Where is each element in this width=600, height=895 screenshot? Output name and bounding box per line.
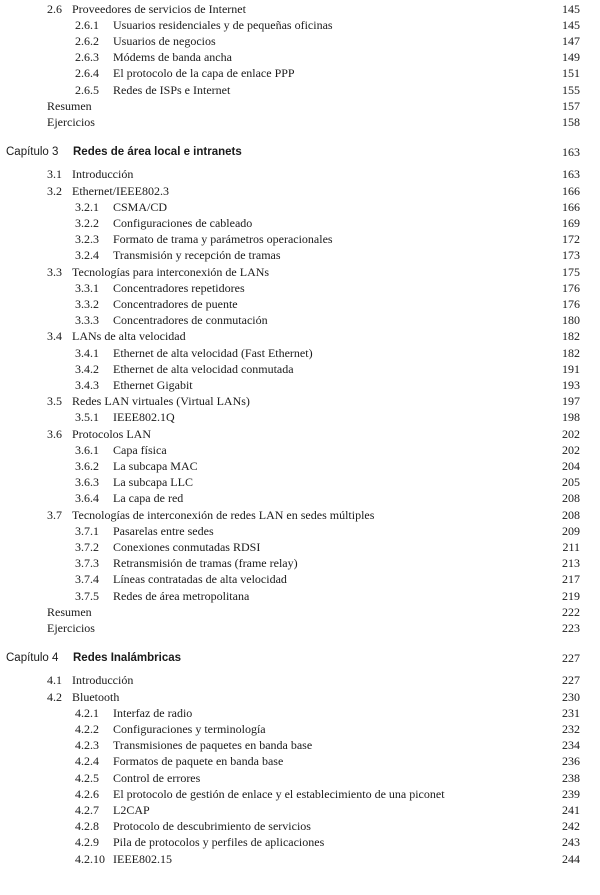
page-number: 197 xyxy=(562,394,580,409)
page-number: 169 xyxy=(562,215,580,230)
toc-entry xyxy=(0,426,600,442)
page-number: 232 xyxy=(562,721,580,736)
toc-entry xyxy=(0,604,600,620)
entry-title: Líneas contratadas de alta velocidad xyxy=(113,572,287,587)
chapter-number: Capítulo 4 xyxy=(6,652,59,665)
section-number: 3.6.3 xyxy=(75,475,99,490)
toc-entry xyxy=(0,183,600,199)
entry-title: Proveedores de servicios de Internet xyxy=(72,1,246,16)
section-number: 3.2.1 xyxy=(75,199,99,214)
section-number: 3.7.5 xyxy=(75,588,99,603)
page-number: 182 xyxy=(562,329,580,344)
section-number: 4.2.5 xyxy=(75,770,99,785)
entry-title: Capa física xyxy=(113,442,167,457)
page-number: 145 xyxy=(562,17,580,32)
section-number: 3.7.2 xyxy=(75,539,99,554)
toc-entry xyxy=(0,345,600,361)
entry-title: Bluetooth xyxy=(72,689,120,704)
entry-title: Resumen xyxy=(47,604,92,619)
section-number: 4.2.4 xyxy=(75,754,99,769)
toc-entry xyxy=(0,571,600,587)
section-number: 4.2.8 xyxy=(75,819,99,834)
chapter-title: Redes de área local e intranets xyxy=(73,146,242,159)
entry-title: Configuraciones de cableado xyxy=(113,215,253,230)
section-number: 4.1 xyxy=(47,673,62,688)
entry-title: IEEE802.1Q xyxy=(113,410,175,425)
chapter-title: Redes Inalámbricas xyxy=(73,652,182,665)
page-number: 198 xyxy=(562,410,580,425)
toc-entry xyxy=(0,231,600,247)
section-number: 3.2.4 xyxy=(75,248,99,263)
page-number: 176 xyxy=(562,280,580,295)
section-number: 3.7 xyxy=(47,507,62,522)
toc-entry xyxy=(0,786,600,802)
section-number: 3.4.3 xyxy=(75,377,99,392)
entry-title: Tecnologías para interconexión de LANs xyxy=(72,264,270,279)
section-number: 3.2.3 xyxy=(75,232,99,247)
toc-entry xyxy=(0,555,600,571)
page-number: 242 xyxy=(562,819,580,834)
page-number: 193 xyxy=(562,377,580,392)
page-number: 163 xyxy=(562,145,580,160)
toc-entry xyxy=(0,280,600,296)
entry-title: Redes de área metropolitana xyxy=(113,588,250,603)
section-number: 4.2.9 xyxy=(75,835,99,850)
entry-title: Ethernet de alta velocidad conmutada xyxy=(113,361,294,376)
toc-entry xyxy=(0,458,600,474)
page-number: 234 xyxy=(562,738,580,753)
toc-entry xyxy=(0,328,600,344)
section-number: 3.3 xyxy=(47,264,62,279)
page-number: 173 xyxy=(562,248,580,263)
entry-title: La subcapa MAC xyxy=(113,458,198,473)
entry-title: Introducción xyxy=(72,673,134,688)
section-number: 3.5.1 xyxy=(75,410,99,425)
toc-entry xyxy=(0,802,600,818)
toc-entry xyxy=(0,98,600,114)
entry-title: Transmisiones de paquetes en banda base xyxy=(113,738,313,753)
page-number: 182 xyxy=(562,345,580,360)
section-number: 3.3.1 xyxy=(75,280,99,295)
page-number: 180 xyxy=(562,313,580,328)
toc-entry xyxy=(0,672,600,688)
section-number: 3.6 xyxy=(47,426,62,441)
page-number: 223 xyxy=(562,620,580,635)
entry-title: LANs de alta velocidad xyxy=(72,329,186,344)
toc-entry xyxy=(0,1,600,17)
section-number: 3.5 xyxy=(47,394,62,409)
toc-entry xyxy=(0,507,600,523)
entry-title: Pasarelas entre sedes xyxy=(113,523,214,538)
page-number: 176 xyxy=(562,296,580,311)
entry-title: Concentradores de puente xyxy=(113,296,238,311)
page-number: 211 xyxy=(562,539,580,554)
entry-title: Resumen xyxy=(47,98,92,113)
toc-entry xyxy=(0,264,600,280)
section-number: 3.4 xyxy=(47,329,62,344)
page-number: 243 xyxy=(562,835,580,850)
page-number: 217 xyxy=(562,572,580,587)
section-number: 3.1 xyxy=(47,167,62,182)
section-number: 4.2.3 xyxy=(75,738,99,753)
toc-entry xyxy=(0,199,600,215)
page-number: 202 xyxy=(562,442,580,457)
page-number: 238 xyxy=(562,770,580,785)
toc-entry xyxy=(0,296,600,312)
page-number: 163 xyxy=(562,167,580,182)
section-number: 4.2 xyxy=(47,689,62,704)
entry-title: Protocolo de descubrimiento de servicios xyxy=(113,819,311,834)
entry-title: Redes LAN virtuales (Virtual LANs) xyxy=(72,394,250,409)
page-number: 209 xyxy=(562,523,580,538)
page-number: 172 xyxy=(562,232,580,247)
section-number: 4.2.6 xyxy=(75,786,99,801)
entry-title: La capa de red xyxy=(113,491,184,506)
section-number: 3.7.4 xyxy=(75,572,99,587)
toc-entry xyxy=(0,753,600,769)
toc-entry xyxy=(0,65,600,81)
toc-entry xyxy=(0,442,600,458)
page-number: 155 xyxy=(562,82,580,97)
entry-title: Protocolos LAN xyxy=(72,426,151,441)
entry-title: Ejercicios xyxy=(47,620,95,635)
entry-title: Ethernet Gigabit xyxy=(113,377,193,392)
section-number: 4.2.10 xyxy=(75,851,105,866)
section-number: 3.4.2 xyxy=(75,361,99,376)
toc-entry xyxy=(0,393,600,409)
section-number: 3.3.2 xyxy=(75,296,99,311)
page-number: 231 xyxy=(562,705,580,720)
chapter-heading xyxy=(0,144,600,160)
toc-entry xyxy=(0,166,600,182)
toc-entry xyxy=(0,33,600,49)
section-number: 4.2.1 xyxy=(75,705,99,720)
toc-entry xyxy=(0,620,600,636)
toc-entry xyxy=(0,361,600,377)
entry-title: Configuraciones y terminología xyxy=(113,721,266,736)
page-number: 175 xyxy=(562,264,580,279)
entry-title: Módems de banda ancha xyxy=(113,50,232,65)
page-number: 208 xyxy=(562,491,580,506)
section-number: 3.7.3 xyxy=(75,556,99,571)
toc-entry xyxy=(0,689,600,705)
toc-entry xyxy=(0,247,600,263)
page-number: 222 xyxy=(562,604,580,619)
page-number: 204 xyxy=(562,458,580,473)
chapter-number: Capítulo 3 xyxy=(6,146,59,159)
section-number: 3.6.2 xyxy=(75,458,99,473)
toc-entry xyxy=(0,539,600,555)
entry-title: Conexiones conmutadas RDSI xyxy=(113,539,261,554)
toc-entry xyxy=(0,737,600,753)
page-number: 202 xyxy=(562,426,580,441)
entry-title: Introducción xyxy=(72,167,134,182)
page-number: 241 xyxy=(562,802,580,817)
page-number: 205 xyxy=(562,475,580,490)
toc-entry xyxy=(0,474,600,490)
page-number: 157 xyxy=(562,98,580,113)
toc-entry xyxy=(0,17,600,33)
entry-title: La subcapa LLC xyxy=(113,475,193,490)
toc-entry xyxy=(0,377,600,393)
toc-entry xyxy=(0,770,600,786)
entry-title: Ethernet de alta velocidad (Fast Ethernet) xyxy=(113,345,313,360)
entry-title: Formato de trama y parámetros operacionales xyxy=(113,232,333,247)
page-number: 208 xyxy=(562,507,580,522)
section-number: 2.6.1 xyxy=(75,17,99,32)
toc-entry xyxy=(0,818,600,834)
entry-title: Formatos de paquete en banda base xyxy=(113,754,284,769)
section-number: 4.2.7 xyxy=(75,802,99,817)
page-number: 191 xyxy=(562,361,580,376)
entry-title: Control de errores xyxy=(113,770,201,785)
entry-title: Ejercicios xyxy=(47,114,95,129)
toc-entry xyxy=(0,490,600,506)
page-number: 213 xyxy=(562,556,580,571)
entry-title: CSMA/CD xyxy=(113,199,168,214)
toc-entry xyxy=(0,409,600,425)
entry-title: L2CAP xyxy=(113,802,150,817)
section-number: 2.6 xyxy=(47,1,62,16)
section-number: 3.2 xyxy=(47,183,62,198)
entry-title: Tecnologías de interconexión de redes LAN en sedes múltiples xyxy=(72,507,375,522)
entry-title: Concentradores repetidores xyxy=(113,280,245,295)
entry-title: Retransmisión de tramas (frame relay) xyxy=(113,556,298,571)
page-number: 145 xyxy=(562,1,580,16)
page-number: 147 xyxy=(562,33,580,48)
entry-title: Concentradores de conmutación xyxy=(113,313,268,328)
page-number: 227 xyxy=(562,673,580,688)
section-number: 2.6.4 xyxy=(75,66,99,81)
page-number: 244 xyxy=(562,851,580,866)
toc-entry xyxy=(0,523,600,539)
page-number: 149 xyxy=(562,50,580,65)
page-number: 166 xyxy=(562,183,580,198)
entry-title: Interfaz de radio xyxy=(113,705,193,720)
toc-entry xyxy=(0,82,600,98)
section-number: 2.6.2 xyxy=(75,33,99,48)
toc-entry xyxy=(0,49,600,65)
page-number: 236 xyxy=(562,754,580,769)
toc-entry xyxy=(0,851,600,867)
entry-title: Redes de ISPs e Internet xyxy=(113,82,231,97)
entry-title: IEEE802.15 xyxy=(113,851,172,866)
page-number: 151 xyxy=(562,66,580,81)
entry-title: Usuarios residenciales y de pequeñas oficinas xyxy=(113,17,333,32)
section-number: 3.3.3 xyxy=(75,313,99,328)
entry-title: Pila de protocolos y perfiles de aplicaciones xyxy=(113,835,325,850)
toc-entry xyxy=(0,588,600,604)
section-number: 3.7.1 xyxy=(75,523,99,538)
section-number: 3.6.4 xyxy=(75,491,99,506)
entry-title: Transmisión y recepción de tramas xyxy=(113,248,281,263)
entry-title: El protocolo de la capa de enlace PPP xyxy=(113,66,295,81)
chapter-heading xyxy=(0,650,600,666)
page-number: 166 xyxy=(562,199,580,214)
toc-entry xyxy=(0,721,600,737)
toc-entry xyxy=(0,114,600,130)
page-number: 227 xyxy=(562,651,580,666)
section-number: 2.6.5 xyxy=(75,82,99,97)
page-number: 239 xyxy=(562,786,580,801)
entry-title: El protocolo de gestión de enlace y el establecimiento de una piconet xyxy=(113,786,445,801)
toc-entry xyxy=(0,705,600,721)
page-number: 158 xyxy=(562,114,580,129)
page-number: 230 xyxy=(562,689,580,704)
section-number: 3.2.2 xyxy=(75,215,99,230)
entry-title: Ethernet/IEEE802.3 xyxy=(72,183,169,198)
entry-title: Usuarios de negocios xyxy=(113,33,216,48)
section-number: 3.4.1 xyxy=(75,345,99,360)
section-number: 3.6.1 xyxy=(75,442,99,457)
section-number: 2.6.3 xyxy=(75,50,99,65)
toc-entry xyxy=(0,834,600,850)
section-number: 4.2.2 xyxy=(75,721,99,736)
toc-entry xyxy=(0,215,600,231)
toc-entry xyxy=(0,312,600,328)
page-number: 219 xyxy=(562,588,580,603)
